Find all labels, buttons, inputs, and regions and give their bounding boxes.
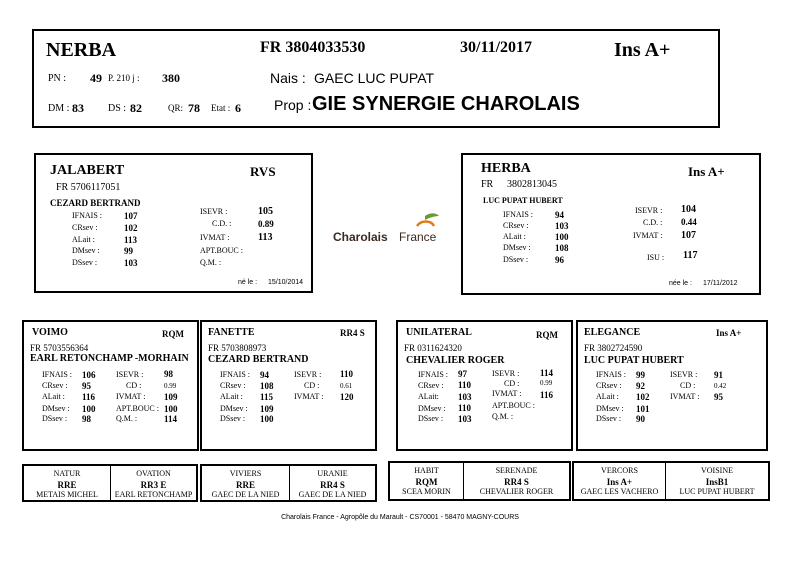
gp-alait-label: ALait : xyxy=(42,392,65,401)
gp-ifnais-value: 97 xyxy=(458,369,467,379)
dam-alait-label: ALait : xyxy=(503,232,526,241)
sire-qual: RVS xyxy=(250,164,276,179)
pn-value: 49 xyxy=(90,71,102,85)
gp-aptbouc-label: APT.BOUC : xyxy=(116,404,159,413)
sire-qm-label: Q.M. : xyxy=(200,258,222,267)
gp-cd-label: CD : xyxy=(680,381,696,390)
gp-isevr-label: ISEVR : xyxy=(670,370,698,379)
ggp-owner: GAEC DE LA NIED xyxy=(298,490,367,499)
grandparent-box xyxy=(200,320,377,451)
sire-reg: FR 5706117051 xyxy=(56,182,121,193)
ggp-box xyxy=(572,461,770,501)
ggp-cell xyxy=(111,466,196,500)
animal-qual: Ins A+ xyxy=(614,39,671,61)
animal-date: 30/11/2017 xyxy=(460,39,533,56)
gp-alait-value: 116 xyxy=(82,392,96,402)
gp-ifnais-label: IFNAIS : xyxy=(418,370,449,379)
gp-reg: FR 5703556364 xyxy=(30,343,89,353)
gp-dssev-label: DSsev : xyxy=(42,414,68,423)
gp-ivmat-value: 120 xyxy=(340,392,354,402)
gp-cd-value: 0.61 xyxy=(340,382,353,390)
gp-crsev-label: CRsev : xyxy=(42,381,68,390)
ggp-name: HABIT xyxy=(414,466,439,475)
gp-alait-label: ALait: xyxy=(418,392,439,401)
gp-isevr-value: 98 xyxy=(164,369,173,379)
ggp-qual: RR4 S xyxy=(504,477,529,487)
gp-reg: FR 5703808973 xyxy=(208,343,267,353)
ggp-cell xyxy=(390,463,464,499)
gp-dmsev-value: 109 xyxy=(260,404,274,414)
ggp-name: NATUR xyxy=(53,469,81,478)
sire-crsev-value: 102 xyxy=(124,223,138,233)
gp-dmsev-label: DMsev : xyxy=(42,404,70,413)
ggp-name: VIVIERS xyxy=(229,469,262,478)
grandparent-box xyxy=(576,320,768,451)
gp-isevr-value: 91 xyxy=(714,370,723,380)
p210-value: 380 xyxy=(162,71,180,85)
gp-qual: RQM xyxy=(162,329,184,339)
etat-value: 6 xyxy=(235,101,241,115)
gp-ivmat-value: 109 xyxy=(164,392,178,402)
ggp-box xyxy=(388,461,571,501)
animal-name: NERBA xyxy=(46,39,117,61)
dam-dmsev-value: 108 xyxy=(555,243,569,253)
gp-alait-label: ALait : xyxy=(220,392,243,401)
gp-alait-value: 115 xyxy=(260,392,274,402)
gp-name: VOIMO xyxy=(32,327,68,338)
gp-qm-label: Q.M. : xyxy=(492,412,514,421)
gp-dssev-value: 100 xyxy=(260,414,274,424)
etat-label: Etat : xyxy=(211,103,231,113)
ggp-owner: EARL RETONCHAMP xyxy=(114,490,193,499)
sire-alait-value: 113 xyxy=(124,235,138,245)
ggp-owner: GAEC LES VACHERO xyxy=(580,487,659,496)
sire-box xyxy=(34,153,313,293)
gp-cd-label: CD : xyxy=(504,379,520,388)
ds-label: DS : xyxy=(108,103,127,114)
gp-ifnais-value: 106 xyxy=(82,370,96,380)
footer-address: Charolais France - Agropôle du Marault - CS70001 - 58470 MAGNY-COURS xyxy=(281,514,519,521)
gp-alait-value: 102 xyxy=(636,392,650,402)
gp-crsev-label: CRsev : xyxy=(220,381,246,390)
gp-isevr-label: ISEVR : xyxy=(492,369,520,378)
sire-alait-label: ALait : xyxy=(72,235,95,244)
dam-dmsev-label: DMsev : xyxy=(503,243,531,252)
dm-value: 83 xyxy=(72,101,84,115)
gp-dssev-label: DSsev : xyxy=(220,414,246,423)
ggp-qual: RR4 S xyxy=(320,480,345,490)
ggp-owner: CHEVALIER ROGER xyxy=(479,487,554,496)
gp-ifnais-value: 94 xyxy=(260,370,269,380)
ggp-cell xyxy=(24,466,111,500)
qr-value: 78 xyxy=(188,101,200,115)
gp-crsev-value: 108 xyxy=(260,381,274,391)
gp-ifnais-label: IFNAIS : xyxy=(42,370,73,379)
sire-ifnais-value: 107 xyxy=(124,211,138,221)
ggp-cell xyxy=(574,463,666,499)
ggp-cell xyxy=(464,463,569,499)
dam-dssev-value: 96 xyxy=(555,255,564,265)
gp-breeder: LUC PUPAT HUBERT xyxy=(584,355,684,366)
sire-isevr-value: 105 xyxy=(258,206,273,217)
ggp-name: VERCORS xyxy=(601,466,638,475)
ggp-name: VOISINE xyxy=(701,466,733,475)
gp-cd-value: 0.99 xyxy=(164,382,177,390)
ggp-qual: RR3 E xyxy=(140,480,167,490)
sire-born-label: né le : xyxy=(238,279,258,286)
sire-ivmat-value: 113 xyxy=(258,232,273,243)
gp-isevr-value: 110 xyxy=(340,369,354,379)
gp-ifnais-value: 99 xyxy=(636,370,645,380)
dam-ivmat-value: 107 xyxy=(681,230,696,241)
ggp-owner: SCEA MORIN xyxy=(402,487,451,496)
gp-name: ELEGANCE xyxy=(584,327,641,338)
logo-text-france: France xyxy=(399,230,437,244)
charolais-france-logo xyxy=(333,212,448,252)
dam-cd-value: 0.44 xyxy=(681,217,697,227)
sire-dssev-label: DSsev : xyxy=(72,258,98,267)
gp-crsev-label: CRsev : xyxy=(596,381,622,390)
gp-dssev-value: 103 xyxy=(458,414,472,424)
gp-dmsev-value: 110 xyxy=(458,403,472,413)
gp-qm-label: Q.M. : xyxy=(116,414,138,423)
sire-born-value: 15/10/2014 xyxy=(268,279,304,286)
gp-isevr-label: ISEVR : xyxy=(116,370,144,379)
sire-ifnais-label: IFNAIS : xyxy=(72,211,103,220)
dam-cd-label: C.D. : xyxy=(643,218,663,227)
gp-breeder: CHEVALIER ROGER xyxy=(406,355,505,366)
dam-isu-label: ISU : xyxy=(647,253,665,262)
dam-isevr-label: ISEVR : xyxy=(635,206,663,215)
dam-isevr-value: 104 xyxy=(681,204,696,215)
ggp-qual: Ins A+ xyxy=(606,477,633,487)
sire-name: JALABERT xyxy=(50,163,125,178)
gp-dssev-label: DSsev : xyxy=(596,414,622,423)
dam-box xyxy=(461,153,761,295)
gp-isevr-label: ISEVR : xyxy=(294,370,322,379)
ggp-owner: METAIS MICHEL xyxy=(36,490,98,499)
dam-name: HERBA xyxy=(481,161,531,176)
sire-cd-label: C.D. : xyxy=(212,219,232,228)
gp-dssev-value: 98 xyxy=(82,414,91,424)
p210-label: P. 210 j : xyxy=(108,73,140,83)
gp-ivmat-value: 95 xyxy=(714,392,723,402)
gp-dmsev-value: 101 xyxy=(636,404,650,414)
ggp-qual: RQM xyxy=(415,477,438,487)
sire-dssev-value: 103 xyxy=(124,258,138,268)
gp-name: UNILATERAL xyxy=(406,327,472,338)
gp-ivmat-value: 116 xyxy=(540,390,554,400)
gp-cd-label: CD : xyxy=(304,381,320,390)
ggp-cell xyxy=(666,463,768,499)
sire-breeder: CEZARD BERTRAND xyxy=(50,198,141,208)
nais-label: Nais : xyxy=(270,70,306,86)
prop-label: Prop : xyxy=(274,97,312,113)
dam-born-label: née le : xyxy=(669,280,692,287)
gp-ivmat-label: IVMAT : xyxy=(116,392,146,401)
dam-ifnais-value: 94 xyxy=(555,210,564,220)
dam-reg-prefix: FR xyxy=(481,179,494,190)
sire-ivmat-label: IVMAT : xyxy=(200,233,230,242)
dam-ivmat-label: IVMAT : xyxy=(633,231,663,240)
gp-cd-value: 0.99 xyxy=(540,379,553,387)
sire-dmsev-value: 99 xyxy=(124,246,133,256)
dam-reg: 3802813045 xyxy=(507,179,557,190)
gp-reg: FR 3802724590 xyxy=(584,343,643,353)
gp-ivmat-label: IVMAT : xyxy=(492,389,522,398)
gp-crsev-value: 92 xyxy=(636,381,645,391)
gp-cd-label: CD : xyxy=(126,381,142,390)
gp-ivmat-label: IVMAT : xyxy=(670,392,700,401)
ggp-box xyxy=(200,464,377,502)
gp-reg: FR 0311624320 xyxy=(404,343,462,353)
ggp-name: OVATION xyxy=(136,469,171,478)
gp-name: FANETTE xyxy=(208,327,255,338)
gp-isevr-value: 114 xyxy=(540,368,554,378)
header-box xyxy=(32,29,720,128)
ggp-qual: InsB1 xyxy=(705,477,729,487)
gp-breeder: CEZARD BERTRAND xyxy=(208,354,309,365)
gp-cd-value: 0.42 xyxy=(714,382,727,390)
gp-aptbouc-value: 100 xyxy=(164,404,178,414)
gp-dmsev-label: DMsev : xyxy=(220,404,248,413)
animal-reg: FR 3804033530 xyxy=(260,39,366,56)
pn-label: PN : xyxy=(48,73,67,84)
sire-crsev-label: CRsev : xyxy=(72,223,98,232)
dam-dssev-label: DSsev : xyxy=(503,255,529,264)
sire-isevr-label: ISEVR : xyxy=(200,207,228,216)
qr-label: QR: xyxy=(168,103,184,113)
gp-crsev-value: 110 xyxy=(458,380,472,390)
dam-breeder: LUC PUPAT HUBERT xyxy=(483,196,563,205)
ggp-name: URANIE xyxy=(317,469,348,478)
ggp-box xyxy=(22,464,198,502)
gp-dssev-value: 90 xyxy=(636,414,645,424)
nais-value: GAEC LUC PUPAT xyxy=(314,70,435,86)
gp-qual: Ins A+ xyxy=(716,328,742,338)
ggp-qual: RRE xyxy=(235,480,255,490)
ggp-qual: RRE xyxy=(57,480,77,490)
gp-ifnais-label: IFNAIS : xyxy=(220,370,251,379)
gp-dmsev-value: 100 xyxy=(82,404,96,414)
dam-crsev-value: 103 xyxy=(555,221,569,231)
ggp-cell xyxy=(290,466,375,500)
dam-alait-value: 100 xyxy=(555,232,569,242)
grandparent-box xyxy=(396,320,573,451)
gp-breeder: EARL RETONCHAMP -MORHAIN xyxy=(30,353,189,364)
gp-dmsev-label: DMsev : xyxy=(596,404,624,413)
gp-qual: RR4 S xyxy=(340,328,365,338)
ggp-owner: GAEC DE LA NIED xyxy=(211,490,280,499)
gp-qm-value: 114 xyxy=(164,414,178,424)
sire-cd-value: 0.89 xyxy=(258,219,274,229)
sire-dmsev-label: DMsev : xyxy=(72,246,100,255)
gp-ivmat-label: IVMAT : xyxy=(294,392,324,401)
dam-isu-value: 117 xyxy=(683,250,698,261)
gp-ifnais-label: IFNAIS : xyxy=(596,370,627,379)
gp-aptbouc-label: APT.BOUC : xyxy=(492,401,535,410)
sire-aptbouc-label: APT.BOUC : xyxy=(200,246,243,255)
logo-text-charolais: Charolais xyxy=(333,230,388,244)
gp-crsev-label: CRsev : xyxy=(418,381,444,390)
ggp-name: SERENADE xyxy=(495,466,538,475)
dam-crsev-label: CRsev : xyxy=(503,221,529,230)
dm-label: DM : xyxy=(48,103,70,114)
ggp-cell xyxy=(202,466,290,500)
prop-value: GIE SYNERGIE CHAROLAIS xyxy=(312,93,580,115)
gp-dmsev-label: DMsev : xyxy=(418,404,446,413)
grandparent-box xyxy=(22,320,199,451)
dam-ifnais-label: IFNAIS : xyxy=(503,210,534,219)
dam-born-value: 17/11/2012 xyxy=(703,280,738,287)
gp-dssev-label: DSsev : xyxy=(418,414,444,423)
gp-crsev-value: 95 xyxy=(82,381,91,391)
ds-value: 82 xyxy=(130,101,142,115)
dam-qual: Ins A+ xyxy=(688,164,725,179)
gp-alait-value: 103 xyxy=(458,392,472,402)
gp-qual: RQM xyxy=(536,330,558,340)
ggp-owner: LUC PUPAT HUBERT xyxy=(679,487,755,496)
gp-alait-label: ALait : xyxy=(596,392,619,401)
